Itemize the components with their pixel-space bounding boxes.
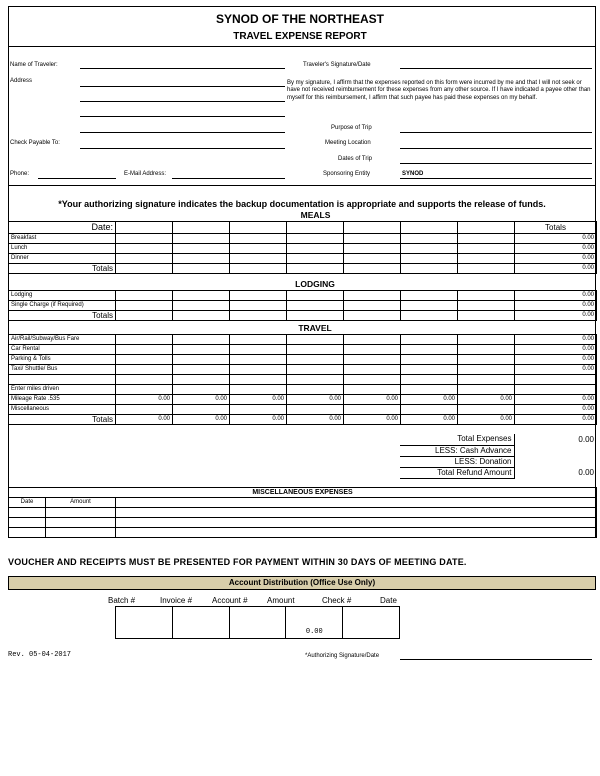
travel-cell[interactable] xyxy=(116,375,173,385)
account-distribution-table xyxy=(115,606,400,639)
meal-cell[interactable] xyxy=(116,234,173,244)
lodging-cell[interactable] xyxy=(116,291,173,301)
sponsor-field[interactable] xyxy=(400,178,592,179)
miles-cell[interactable] xyxy=(287,385,344,395)
travel-cell[interactable] xyxy=(230,335,287,345)
amount-cell: 0.00 xyxy=(286,607,343,639)
travel-cell[interactable] xyxy=(458,365,515,375)
travel-cell[interactable] xyxy=(344,335,401,345)
travel-row-total: 0.00 xyxy=(515,345,597,355)
travel-blank-row xyxy=(9,375,597,385)
revision-label: Rev. 05-04-2017 xyxy=(8,651,72,659)
misc-desc-cell[interactable] xyxy=(116,518,597,528)
meals-date-cell[interactable] xyxy=(116,222,173,234)
travel-totals-value: 0.00 xyxy=(173,415,230,425)
declaration-text: By my signature, I affirm that the expenses reported on this form were incurred by me and that I will not seek or have not received reimbursement for these expenses from any other source. If I have indicated a payee other than myself for this reimbursement, I affirm that such payee has paid these expenses on my behalf. xyxy=(287,80,591,101)
name-label: Name of Traveler: xyxy=(10,62,58,68)
travel-cell[interactable] xyxy=(116,345,173,355)
travel-cell[interactable] xyxy=(458,375,515,385)
travel-cell[interactable] xyxy=(287,355,344,365)
travel-cell[interactable] xyxy=(230,355,287,365)
lodging-cell[interactable] xyxy=(458,301,515,311)
travel-cell[interactable] xyxy=(401,345,458,355)
meal-cell[interactable] xyxy=(458,234,515,244)
misc-expense-row xyxy=(9,528,597,538)
meals-date-cell[interactable] xyxy=(344,222,401,234)
meals-title: MEALS xyxy=(300,210,331,220)
travel-cell[interactable] xyxy=(401,335,458,345)
lodging-title: LODGING xyxy=(295,279,335,289)
travel-row-total: 0.00 xyxy=(515,355,597,365)
travel-cell[interactable] xyxy=(287,375,344,385)
mileage-value: 0.00 xyxy=(116,395,173,405)
misc-cell[interactable] xyxy=(287,405,344,415)
lodging-cell[interactable] xyxy=(173,291,230,301)
meal-cell[interactable] xyxy=(173,254,230,264)
mileage-value: 0.00 xyxy=(458,395,515,405)
meals-date-cell[interactable] xyxy=(173,222,230,234)
refund-label: Total Refund Amount xyxy=(400,467,514,478)
misc-row xyxy=(9,405,597,415)
form-subtitle: TRAVEL EXPENSE REPORT xyxy=(233,31,367,42)
meals-row-label: Breakfast xyxy=(9,234,116,244)
travel-row-label: Car Rental xyxy=(9,345,116,355)
meal-cell[interactable] xyxy=(401,254,458,264)
travel-cell[interactable] xyxy=(287,365,344,375)
travel-cell[interactable] xyxy=(458,345,515,355)
auth-signature-field[interactable] xyxy=(400,659,592,660)
amount-header: Amount xyxy=(267,596,295,605)
lodging-row-total: 0.00 xyxy=(515,291,597,301)
misc-cell[interactable] xyxy=(116,405,173,415)
lodging-cell[interactable] xyxy=(230,301,287,311)
misc-cell[interactable] xyxy=(344,405,401,415)
meal-cell[interactable] xyxy=(401,244,458,254)
lodging-totals-value: 0.00 xyxy=(515,311,597,321)
misc-date-cell[interactable] xyxy=(9,528,46,538)
misc-amount-cell[interactable] xyxy=(46,528,116,538)
meal-cell[interactable] xyxy=(344,234,401,244)
sponsor-label: Sponsoring Entity xyxy=(323,171,371,177)
travel-row-label: Taxi/ Shuttle/ Bus xyxy=(9,365,116,375)
misc-amount-cell[interactable] xyxy=(46,508,116,518)
meals-row-total: 0.00 xyxy=(515,234,597,244)
travel-cell[interactable] xyxy=(344,375,401,385)
lodging-cell[interactable] xyxy=(344,291,401,301)
address-line-2[interactable] xyxy=(80,101,285,102)
travel-grand-total: 0.00 xyxy=(515,415,597,425)
travel-cell[interactable] xyxy=(116,365,173,375)
total-expenses-label: Total Expenses xyxy=(400,434,514,445)
meals-date-cell[interactable] xyxy=(458,222,515,234)
check-cell[interactable] xyxy=(343,607,400,639)
check-payable-field[interactable] xyxy=(80,148,285,149)
travel-totals-value: 0.00 xyxy=(401,415,458,425)
meal-cell[interactable] xyxy=(116,254,173,264)
meals-date-cell[interactable] xyxy=(287,222,344,234)
header-divider xyxy=(8,46,596,47)
lodging-cell[interactable] xyxy=(287,301,344,311)
travel-totals-row xyxy=(9,415,597,425)
lodging-cell[interactable] xyxy=(173,301,230,311)
travel-row xyxy=(9,345,597,355)
meal-cell[interactable] xyxy=(287,234,344,244)
meals-row-label: Dinner xyxy=(9,254,116,264)
travel-cell[interactable] xyxy=(230,345,287,355)
miles-cell[interactable] xyxy=(344,385,401,395)
mileage-value: 0.00 xyxy=(287,395,344,405)
lodging-cell[interactable] xyxy=(401,291,458,301)
date-header: Date xyxy=(380,596,397,605)
travel-cell[interactable] xyxy=(173,375,230,385)
meals-row xyxy=(9,244,597,254)
invoice-header: Invoice # xyxy=(160,596,193,605)
voucher-notice: VOUCHER AND RECEIPTS MUST BE PRESENTED FOR PAYMENT WITHIN 30 DAYS OF MEETING DATE. xyxy=(8,557,467,567)
misc-desc-cell[interactable] xyxy=(116,528,597,538)
misc-amount-header: Amount xyxy=(46,498,116,508)
misc-cell[interactable] xyxy=(173,405,230,415)
cash-advance-label: LESS: Cash Advance xyxy=(400,445,514,456)
travel-cell[interactable] xyxy=(287,335,344,345)
email-field[interactable] xyxy=(172,178,285,179)
travel-cell[interactable] xyxy=(173,365,230,375)
lodging-cell[interactable] xyxy=(287,291,344,301)
travel-totals-label: Totals xyxy=(9,415,116,425)
lodging-cell[interactable] xyxy=(230,291,287,301)
travel-cell[interactable] xyxy=(230,365,287,375)
meals-date-cell[interactable] xyxy=(230,222,287,234)
meals-row-total: 0.00 xyxy=(515,254,597,264)
misc-expenses-title: MISCELLANEOUS EXPENSES xyxy=(9,488,597,498)
account-header: Account # xyxy=(212,596,248,605)
lodging-cell[interactable] xyxy=(458,291,515,301)
travel-totals-value: 0.00 xyxy=(344,415,401,425)
purpose-label: Purpose of Trip xyxy=(331,125,372,131)
miles-cell[interactable] xyxy=(116,385,173,395)
mileage-value: 0.00 xyxy=(173,395,230,405)
signature-field[interactable] xyxy=(400,68,592,69)
check-payable-label: Check Payable To: xyxy=(10,140,60,146)
meal-cell[interactable] xyxy=(230,254,287,264)
travel-row-label: Parking & Tolls xyxy=(9,355,116,365)
travel-row xyxy=(9,355,597,365)
miles-label: Enter miles driven xyxy=(9,385,116,395)
dates-label: Dates of Trip xyxy=(338,156,373,162)
summary-table xyxy=(400,434,596,479)
lodging-cell[interactable] xyxy=(401,301,458,311)
mileage-label: Mileage Rate .535 xyxy=(9,395,116,405)
address-line-1[interactable] xyxy=(80,86,285,87)
travel-row xyxy=(9,365,597,375)
auth-signature-label: *Authorizing Signature/Date xyxy=(305,653,380,659)
meal-cell[interactable] xyxy=(344,254,401,264)
travel-cell[interactable] xyxy=(401,355,458,365)
account-distribution-title: Account Distribution (Office Use Only) xyxy=(8,576,596,590)
travel-cell[interactable] xyxy=(173,355,230,365)
travel-cell[interactable] xyxy=(401,365,458,375)
meal-cell[interactable] xyxy=(230,244,287,254)
mileage-value: 0.00 xyxy=(230,395,287,405)
lodging-table xyxy=(8,290,597,321)
miles-cell[interactable] xyxy=(173,385,230,395)
meal-cell[interactable] xyxy=(344,244,401,254)
misc-date-cell[interactable] xyxy=(9,508,46,518)
travel-cell[interactable] xyxy=(401,375,458,385)
dates-field[interactable] xyxy=(400,163,592,164)
lodging-totals-label: Totals xyxy=(9,311,116,321)
travel-row-total: 0.00 xyxy=(515,365,597,375)
travel-cell[interactable] xyxy=(116,355,173,365)
account-cell[interactable] xyxy=(229,607,286,639)
batch-cell[interactable] xyxy=(116,607,173,639)
travel-cell[interactable] xyxy=(173,345,230,355)
misc-desc-cell[interactable] xyxy=(116,508,597,518)
misc-cell[interactable] xyxy=(401,405,458,415)
lodging-row-total: 0.00 xyxy=(515,301,597,311)
travel-cell[interactable] xyxy=(344,365,401,375)
invoice-cell[interactable] xyxy=(172,607,229,639)
travel-cell[interactable] xyxy=(116,335,173,345)
misc-cell[interactable] xyxy=(230,405,287,415)
meals-row-label: Lunch xyxy=(9,244,116,254)
meals-row xyxy=(9,254,597,264)
mileage-value: 0.00 xyxy=(344,395,401,405)
travel-cell[interactable] xyxy=(344,345,401,355)
meals-totals-value: 0.00 xyxy=(515,264,597,274)
meals-row-total: 0.00 xyxy=(515,244,597,254)
lodging-row-label: Lodging xyxy=(9,291,116,301)
misc-date-cell[interactable] xyxy=(9,518,46,528)
misc-amount-cell[interactable] xyxy=(46,518,116,528)
lodging-row xyxy=(9,301,597,311)
travel-cell[interactable] xyxy=(287,345,344,355)
travel-cell[interactable] xyxy=(230,375,287,385)
address-line-4[interactable] xyxy=(80,132,285,133)
phone-field[interactable] xyxy=(38,178,116,179)
travel-totals-value: 0.00 xyxy=(458,415,515,425)
travel-totals-value: 0.00 xyxy=(230,415,287,425)
travel-cell[interactable] xyxy=(458,335,515,345)
misc-total: 0.00 xyxy=(515,405,597,415)
batch-header: Batch # xyxy=(108,596,136,605)
travel-row xyxy=(9,335,597,345)
total-expenses-value: 0.00 xyxy=(578,434,594,444)
travel-cell[interactable] xyxy=(458,355,515,365)
email-label: E-Mail Address: xyxy=(124,171,167,177)
meals-date-cell[interactable] xyxy=(401,222,458,234)
purpose-field[interactable] xyxy=(400,132,592,133)
meals-date-label: Date: xyxy=(9,222,116,234)
lodging-row-label: Single Charge (if Required) xyxy=(9,301,116,311)
check-header: Check # xyxy=(322,596,352,605)
name-field[interactable] xyxy=(80,68,285,69)
phone-label: Phone: xyxy=(10,171,30,177)
mileage-value: 0.00 xyxy=(401,395,458,405)
mileage-total: 0.00 xyxy=(515,395,597,405)
meal-cell[interactable] xyxy=(173,244,230,254)
form-title: SYNOD OF THE NORTHEAST xyxy=(215,12,384,26)
travel-totals-value: 0.00 xyxy=(116,415,173,425)
meals-table xyxy=(8,221,597,274)
refund-value: 0.00 xyxy=(578,467,594,477)
meal-cell[interactable] xyxy=(458,244,515,254)
travel-totals-value: 0.00 xyxy=(287,415,344,425)
misc-label: Miscellaneous xyxy=(9,405,116,415)
meal-cell[interactable] xyxy=(287,254,344,264)
miles-cell[interactable] xyxy=(230,385,287,395)
mileage-row xyxy=(9,395,597,405)
misc-expense-row xyxy=(9,508,597,518)
lodging-cell[interactable] xyxy=(344,301,401,311)
meal-cell[interactable] xyxy=(458,254,515,264)
travel-cell[interactable] xyxy=(173,335,230,345)
location-field[interactable] xyxy=(400,148,592,149)
miles-cell[interactable] xyxy=(458,385,515,395)
travel-title: TRAVEL xyxy=(298,323,332,333)
meals-row xyxy=(9,234,597,244)
signature-label: Traveler's Signature/Date xyxy=(303,62,371,68)
misc-cell[interactable] xyxy=(458,405,515,415)
meals-totals-label: Totals xyxy=(9,264,116,274)
misc-date-header: Date xyxy=(9,498,46,508)
sponsor-value: SYNOD xyxy=(402,171,424,177)
meal-cell[interactable] xyxy=(287,244,344,254)
meals-totals-header: Totals xyxy=(515,222,597,234)
meal-cell[interactable] xyxy=(230,234,287,244)
miles-row xyxy=(9,385,597,395)
travel-cell[interactable] xyxy=(344,355,401,365)
location-label: Meeting Location xyxy=(325,140,371,146)
travel-row-total: 0.00 xyxy=(515,335,597,345)
lodging-cell[interactable] xyxy=(116,301,173,311)
donation-field[interactable] xyxy=(514,456,596,467)
meal-cell[interactable] xyxy=(116,244,173,254)
travel-table xyxy=(8,334,597,425)
misc-expenses-table xyxy=(8,487,597,538)
cash-advance-field[interactable] xyxy=(514,445,596,456)
info-divider xyxy=(8,185,596,186)
lodging-row xyxy=(9,291,597,301)
travel-row-label: Air/Rail/Subway/Bus Fare xyxy=(9,335,116,345)
lodging-totals-row xyxy=(9,311,597,321)
address-label: Address xyxy=(10,78,33,84)
meal-cell[interactable] xyxy=(173,234,230,244)
donation-label: LESS: Donation xyxy=(400,456,514,467)
meal-cell[interactable] xyxy=(401,234,458,244)
misc-expense-row xyxy=(9,518,597,528)
miles-cell[interactable] xyxy=(401,385,458,395)
meals-totals-row xyxy=(9,264,597,274)
authorization-notice: *Your authorizing signature indicates the backup documentation is appropriate and supports the release of funds. xyxy=(58,199,546,209)
address-line-3[interactable] xyxy=(80,116,285,117)
